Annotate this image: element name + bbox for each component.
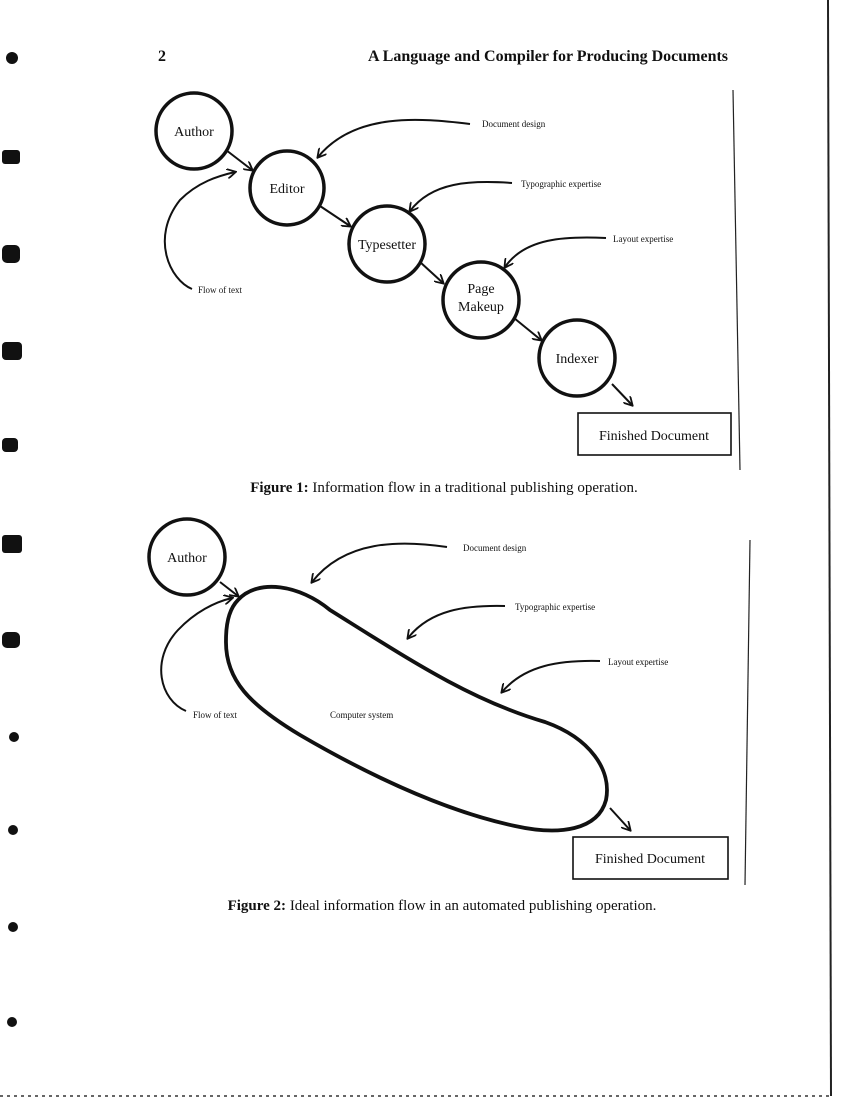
node-finished-document-2 xyxy=(573,837,728,879)
label-document-design-1: Document design xyxy=(482,119,546,129)
arrow-layout-2 xyxy=(502,661,600,692)
node-page-makeup-label-2: Makeup xyxy=(458,300,504,315)
node-author-2 xyxy=(149,519,225,595)
margin-rule-2 xyxy=(745,540,750,885)
node-author-label: Author xyxy=(174,125,214,140)
computer-system-label: Computer system xyxy=(330,710,394,720)
finished-document-1-label: Finished Document xyxy=(598,429,710,444)
figure-1-caption-prefix: Figure 1: xyxy=(250,480,309,496)
page-number: 2 xyxy=(158,48,166,65)
node-editor-label: Editor xyxy=(269,182,305,197)
computer-system-blob xyxy=(226,587,607,831)
figure-2-caption-text: Ideal information flow in an automated publishing operation. xyxy=(289,898,657,914)
figure-2-caption xyxy=(10,898,864,915)
node-author-2-label: Author xyxy=(167,551,207,566)
arrow-author-system xyxy=(220,582,238,596)
arrow-system-finished xyxy=(610,808,630,830)
arrow-typographic-2 xyxy=(408,606,505,638)
running-title: A Language and Compiler for Producing Documents xyxy=(368,48,729,65)
arrow-flow-of-text-2 xyxy=(161,598,232,711)
node-typesetter-label: Typesetter xyxy=(357,238,417,253)
scan-binder-marks xyxy=(2,52,22,1027)
label-flow-of-text-2: Flow of text xyxy=(193,710,237,720)
scan-right-edge xyxy=(828,0,831,1096)
arrow-document-design-2 xyxy=(312,544,447,582)
label-layout-2: Layout expertise xyxy=(608,657,669,667)
label-layout-1: Layout expertise xyxy=(613,234,674,244)
node-indexer-label: Indexer xyxy=(555,352,599,367)
figure-2-caption-prefix: Figure 2: xyxy=(227,898,287,914)
label-flow-of-text-1: Flow of text xyxy=(198,285,242,295)
label-typographic-2: Typographic expertise xyxy=(515,602,596,612)
label-document-design-2: Document design xyxy=(463,543,527,553)
label-typographic-1: Typographic expertise xyxy=(521,179,602,189)
finished-document-2-label: Finished Document xyxy=(594,852,706,867)
figure-1-caption-text: Information flow in a traditional publishing operation. xyxy=(312,480,638,496)
node-page-makeup-label-1: Page xyxy=(467,282,495,297)
